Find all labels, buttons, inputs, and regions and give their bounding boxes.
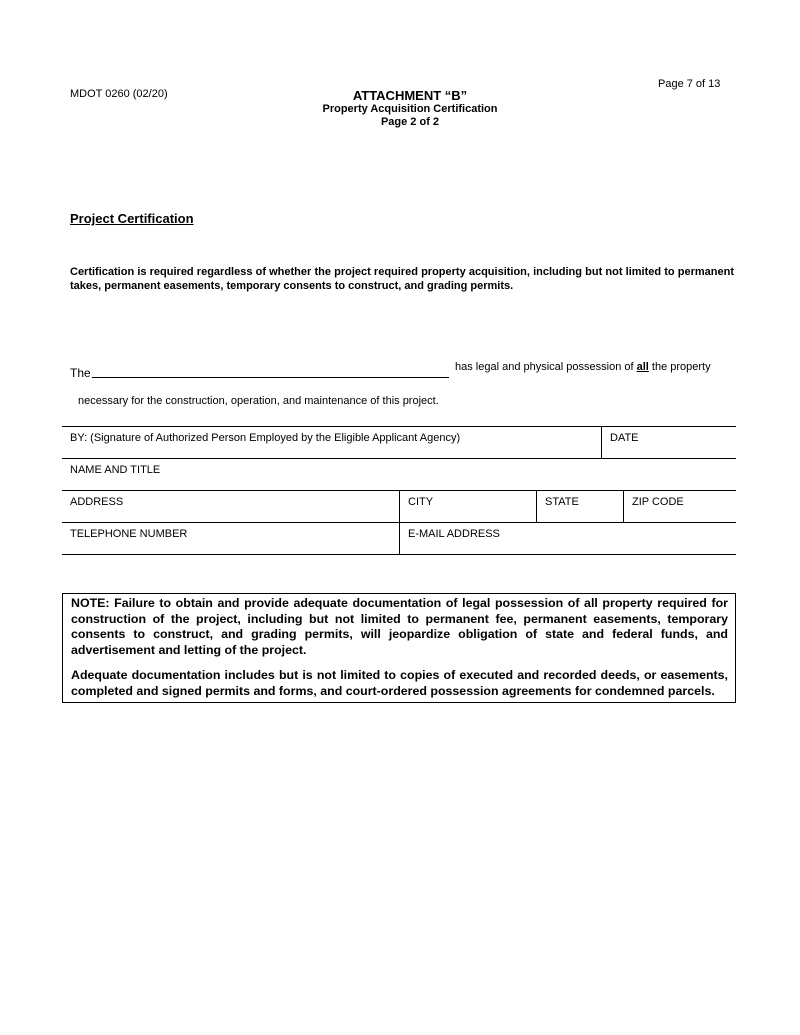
city-label: CITY <box>408 496 434 508</box>
document-page-of: Page 2 of 2 <box>380 116 440 128</box>
signature-label: BY: (Signature of Authorized Person Employed by the Eligible Applicant Agency) <box>70 432 461 444</box>
statement-continuation: necessary for the construction, operation, and maintenance of this project. <box>78 395 439 407</box>
possession-emphasis: all <box>636 361 649 373</box>
possession-text-before: has legal and physical possession of <box>455 361 637 373</box>
email-field[interactable] <box>399 523 736 554</box>
page-number: Page 7 of 13 <box>658 78 721 90</box>
document-title: ATTACHMENT “B” <box>352 88 468 103</box>
signature-form-table <box>62 426 736 555</box>
signature-row <box>62 426 736 458</box>
name-title-label: NAME AND TITLE <box>70 464 161 476</box>
date-field[interactable] <box>601 427 736 458</box>
statement-prefix: The <box>70 366 91 380</box>
city-field[interactable] <box>399 491 536 522</box>
zip-code-field[interactable] <box>623 491 736 522</box>
possession-statement <box>455 361 711 373</box>
address-field[interactable] <box>62 491 399 522</box>
section-title: Project Certification <box>70 211 194 226</box>
certification-requirement-text: Certification is required regardless of whether the project required property acquisition, including but not limited to permanent takes, permanent easements, temporary consents to construct, and grading permits. <box>70 266 734 292</box>
zip-code-label: ZIP CODE <box>632 496 684 508</box>
note-paragraph-2: Adequate documentation includes but is not limited to copies of executed and recorded deeds, or easements, completed and signed permits and forms, and court-ordered possession agreements for condemned parcels. <box>71 668 728 698</box>
note-paragraph-1: NOTE: Failure to obtain and provide adequate documentation of legal possession of all property required for construction of the project, including but not limited to permanent fee, permanent easements, temporary consents to construct, and grading permits, will jeopardize obligation of state and federal funds, and advertisement and letting of the project. <box>71 596 728 657</box>
email-label: E-MAIL ADDRESS <box>408 528 500 540</box>
address-row <box>62 490 736 522</box>
telephone-field[interactable] <box>62 523 399 554</box>
form-code: MDOT 0260 (02/20) <box>70 88 168 100</box>
note-box <box>62 593 736 703</box>
address-label: ADDRESS <box>70 496 124 508</box>
agency-name-blank-line[interactable] <box>92 377 449 378</box>
state-label: STATE <box>545 496 579 508</box>
possession-text-after: the property <box>648 361 711 373</box>
telephone-label: TELEPHONE NUMBER <box>70 528 188 540</box>
contact-row <box>62 522 736 555</box>
document-subtitle: Property Acquisition Certification <box>322 103 498 115</box>
state-field[interactable] <box>536 491 623 522</box>
document-title-block <box>250 88 570 129</box>
name-title-field[interactable] <box>62 459 736 490</box>
date-label: DATE <box>610 432 639 444</box>
name-title-row <box>62 458 736 490</box>
signature-field[interactable] <box>62 427 601 458</box>
